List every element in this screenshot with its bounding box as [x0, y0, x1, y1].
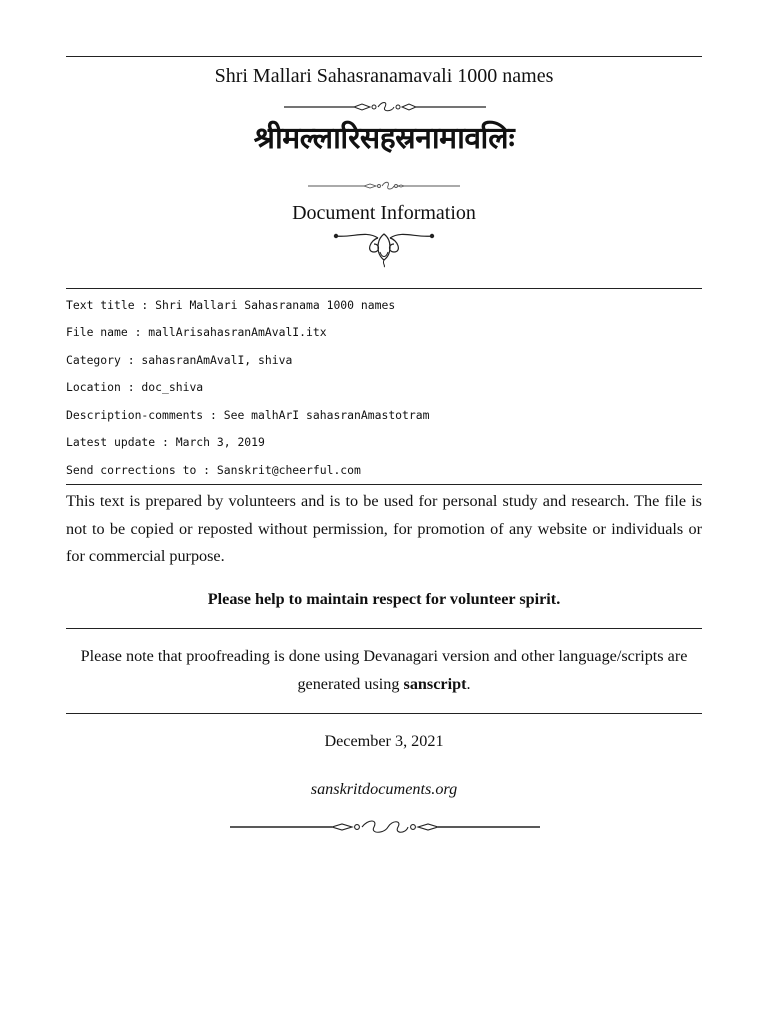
- location-field: Location : doc_shiva: [66, 380, 204, 394]
- notice-rule: [66, 628, 702, 629]
- ornament-divider-icon: [306, 180, 462, 192]
- text-title-field: Text title : Shri Mallari Sahasranama 1000 names: [66, 298, 396, 312]
- document-date: December 3, 2021: [324, 732, 444, 750]
- proofreading-note: [66, 643, 702, 698]
- section-heading: Document Information: [292, 202, 476, 224]
- proofreading-note-text: Please note that proofreading is done using Devanagari version and other language/scripts are generated using: [80, 647, 688, 693]
- description-field: Description-comments : See malhArI sahasranAmastotram: [66, 408, 430, 422]
- info-top-rule: [66, 288, 702, 289]
- category-field: Category : sahasranAmAvalI, shiva: [66, 353, 293, 367]
- proof-rule: [66, 713, 702, 714]
- usage-notice-paragraph: This text is prepared by volunteers and is to be used for personal study and research. The file is not to be copied or reposted without permission, for promotion of any website or individuals or for commercial purpose.: [66, 492, 702, 565]
- footer-ornament-icon: [228, 819, 542, 835]
- top-rule: [66, 56, 702, 57]
- sanscript-label: sanscript: [403, 674, 467, 693]
- site-name: sanskritdocuments.org: [310, 780, 458, 798]
- proofreading-note-end: .: [466, 674, 471, 693]
- ornament-divider-icon: [282, 100, 488, 114]
- devanagari-title: श्रीमल्लारिसहस्रनामावलिः: [253, 121, 515, 156]
- document-page: [66, 0, 702, 1024]
- latest-update-field: Latest update : March 3, 2019: [66, 435, 265, 449]
- respect-notice: Please help to maintain respect for volunteer spirit.: [207, 590, 561, 608]
- flourish-ornament-icon: [332, 226, 436, 268]
- corrections-field: Send corrections to : Sanskrit@cheerful.com: [66, 463, 361, 477]
- page-title: Shri Mallari Sahasranamavali 1000 names: [214, 65, 554, 87]
- info-bottom-rule: [66, 484, 702, 485]
- file-name-field: File name : mallArisahasranAmAvalI.itx: [66, 325, 327, 339]
